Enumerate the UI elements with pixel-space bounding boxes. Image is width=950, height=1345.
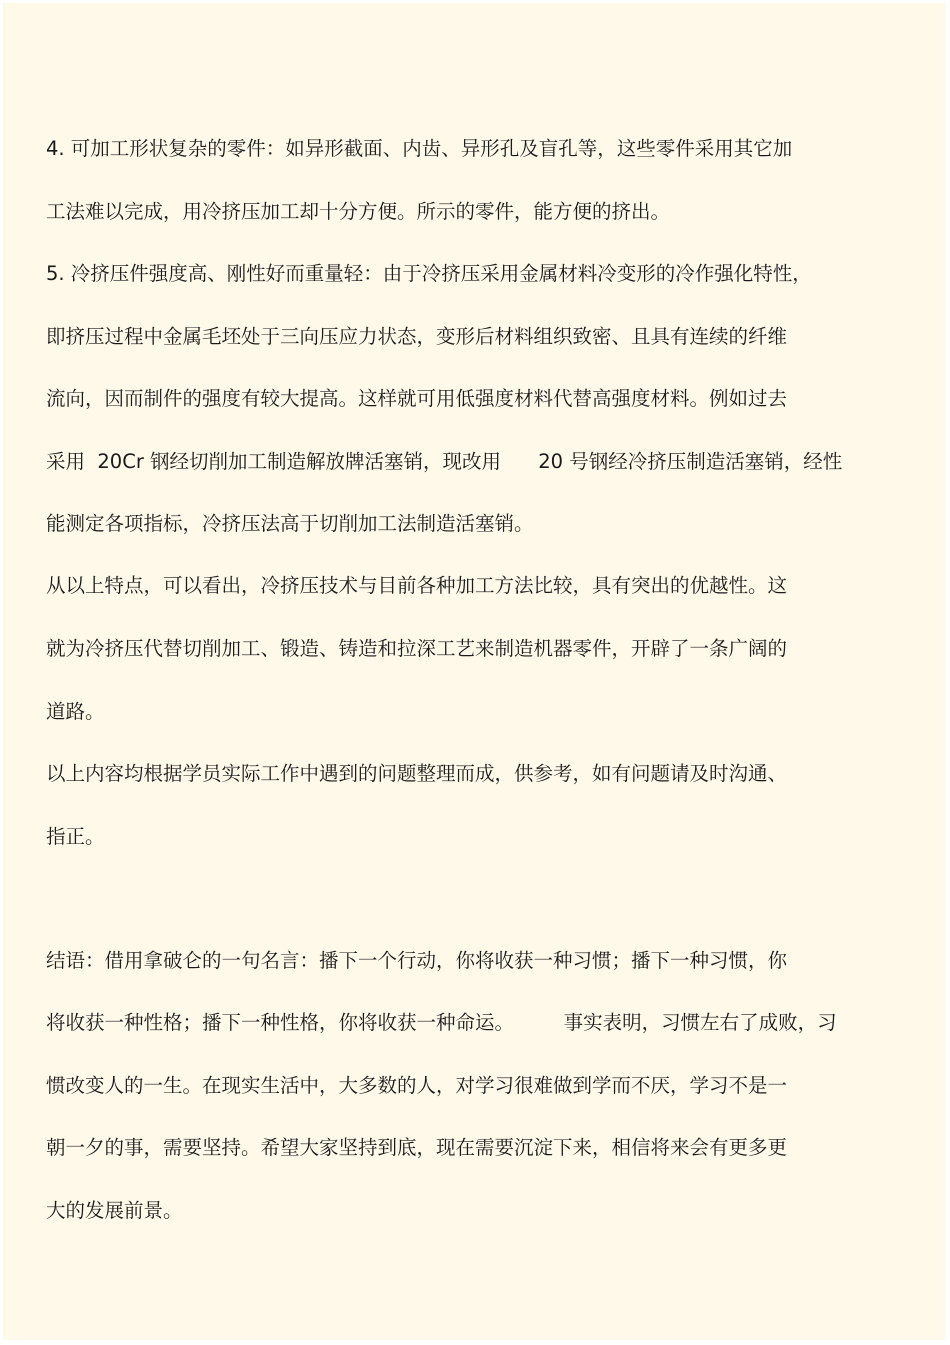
text-line: 采用 20Cr 钢经切削加工制造解放牌活塞销，现改用 20 号钢经冷挤压制造活塞销，经性 (46, 450, 843, 473)
text-line: 能测定各项指标，冷挤压法高于切削加工法制造活塞销。 (46, 512, 534, 535)
text-line: 从以上特点，可以看出，冷挤压技术与目前各种加工方法比较，具有突出的优越性。这 (46, 574, 788, 597)
document-page (3, 3, 945, 1340)
text-line: 惯改变人的一生。在现实生活中，大多数的人，对学习很难做到学而不厌，学习不是一 (46, 1074, 788, 1097)
text-line: 指正。 (46, 825, 105, 848)
text-line: 流向，因而制件的强度有较大提高。这样就可用低强度材料代替高强度材料。例如过去 (46, 387, 788, 410)
text-line: 以上内容均根据学员实际工作中遇到的问题整理而成，供参考，如有问题请及时沟通、 (46, 762, 788, 785)
text-line: 即挤压过程中金属毛坯处于三向压应力状态，变形后材料组织致密、且具有连续的纤维 (46, 325, 788, 348)
text-line: 5. 冷挤压件强度高、刚性好而重量轻：由于冷挤压采用金属材料冷变形的冷作强化特性， (46, 262, 812, 285)
text-line: 结语：借用拿破仑的一句名言：播下一个行动，你将收获一种习惯；播下一种习惯，你 (46, 949, 788, 972)
text-line: 大的发展前景。 (46, 1199, 183, 1222)
text-line: 道路。 (46, 700, 105, 723)
text-line: 工法难以完成，用冷挤压加工却十分方便。所示的零件，能方便的挤出。 (46, 200, 671, 223)
text-line: 4. 可加工形状复杂的零件：如异形截面、内齿、异形孔及盲孔等，这些零件采用其它加 (46, 137, 793, 160)
text-line: 将收获一种性格；播下一种性格，你将收获一种命运。 事实表明，习惯左右了成败，习 (46, 1011, 837, 1034)
text-line: 朝一夕的事，需要坚持。希望大家坚持到底，现在需要沉淀下来，相信将来会有更多更 (46, 1136, 788, 1159)
text-line: 就为冷挤压代替切削加工、锻造、铸造和拉深工艺来制造机器零件，开辟了一条广阔的 (46, 637, 788, 660)
